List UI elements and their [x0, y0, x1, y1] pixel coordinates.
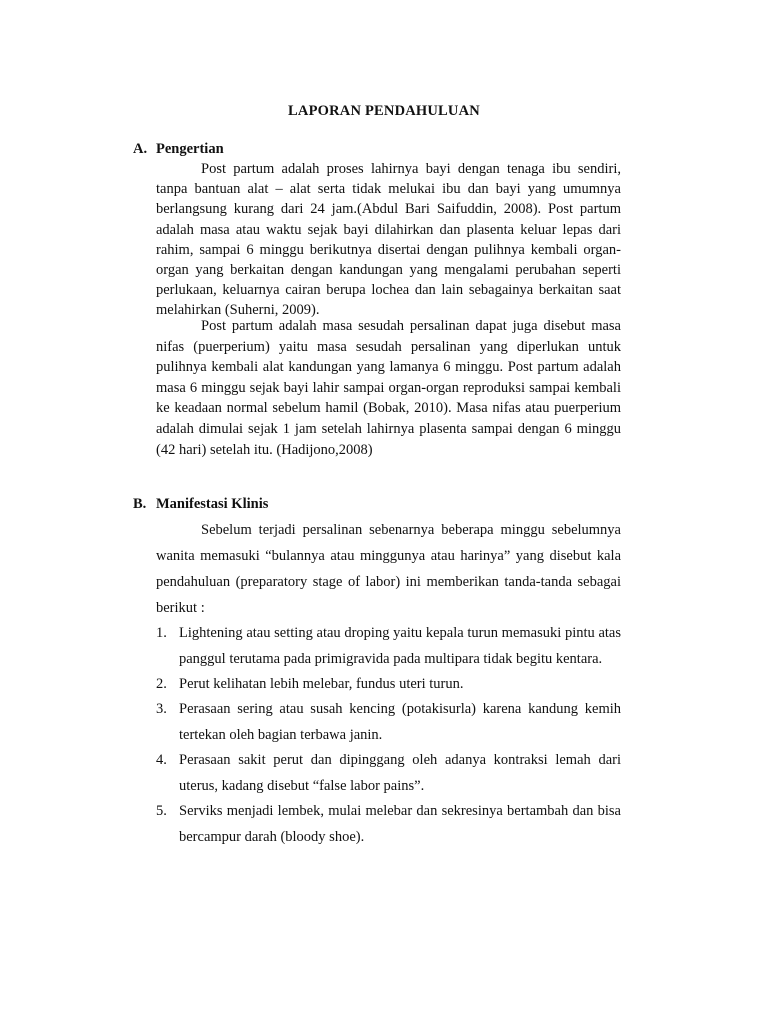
- list-item-number: 4.: [156, 752, 167, 768]
- list-item-number: 5.: [156, 803, 167, 819]
- list-item-number: 2.: [156, 676, 167, 692]
- list-item-text: Lightening atau setting atau droping yaitu kepala turun memasuki pintu atas panggul terutama pada primigravida pada multipara tidak begitu kentara.: [179, 625, 621, 667]
- list-item-text: Perasaan sakit perut dan dipinggang oleh adanya kontraksi lemah dari uterus, kadang disebut “false labor pains”.: [179, 752, 621, 794]
- list-item-number: 3.: [156, 701, 167, 717]
- section-a-heading: [133, 139, 224, 159]
- list-item: [156, 798, 621, 850]
- symptom-list: [156, 620, 621, 849]
- list-item-number: 1.: [156, 625, 167, 641]
- list-item-text: Perasaan sering atau susah kencing (potakisurla) karena kandung kemih tertekan oleh bagian terbawa janin.: [179, 701, 621, 743]
- list-item-text: Perut kelihatan lebih melebar, fundus uteri turun.: [179, 676, 464, 692]
- list-item: [156, 671, 621, 697]
- list-item: [156, 696, 621, 748]
- section-b-letter: B.: [133, 496, 147, 512]
- section-a-title: Pengertian: [156, 141, 224, 157]
- section-b-title: Manifestasi Klinis: [156, 496, 269, 512]
- section-a-letter: A.: [133, 141, 148, 157]
- section-a-paragraph-1: Post partum adalah proses lahirnya bayi dengan tenaga ibu sendiri, tanpa bantuan alat – alat serta tidak melukai ibu dan bayi yang umumnya berlangsung kurang dari 24 jam.(Abdul Bari Saifuddin, 2008). Post partum adalah masa atau waktu sejak bayi dilahirkan dan plasenta keluar lepas dari rahim, sampai 6 minggu berikutnya disertai dengan pulihnya kembali organ-organ yang berkaitan dengan kandungan yang mengalami perubahan seperti perlukaan, keluarnya cairan berupa lochea dan lain sebagainya berkaitan saat melahirkan (Suherni, 2009).: [156, 161, 621, 319]
- section-a-paragraph-2: Post partum adalah masa sesudah persalinan dapat juga disebut masa nifas (puerperium) yaitu masa sesudah persalinan yang diperlukan untuk pulihnya kembali alat kandungan yang lamanya 6 minggu. Post partum adalah masa 6 minggu sejak bayi lahir sampai organ-organ reproduksi sampai kembali ke keadaan normal sebelum hamil (Bobak, 2010). Masa nifas atau puerperium adalah dimulai sejak 1 jam setelah lahirnya plasenta sampai dengan 6 minggu (42 hari) setelah itu. (Hadijono,2008): [156, 318, 621, 458]
- document-title: LAPORAN PENDAHULUAN: [288, 103, 480, 119]
- list-item: [156, 747, 621, 799]
- list-item-text: Serviks menjadi lembek, mulai melebar dan sekresinya bertambah dan bisa bercampur darah (bloody shoe).: [179, 803, 621, 845]
- section-b-paragraph-1: Sebelum terjadi persalinan sebenarnya beberapa minggu sebelumnya wanita memasuki “bulannya atau minggunya atau harinya” yang disebut kala pendahuluan (preparatory stage of labor) ini memberikan tanda-tanda sebagai berikut :: [156, 522, 621, 616]
- list-item: [156, 620, 621, 672]
- section-b-heading: [133, 494, 268, 514]
